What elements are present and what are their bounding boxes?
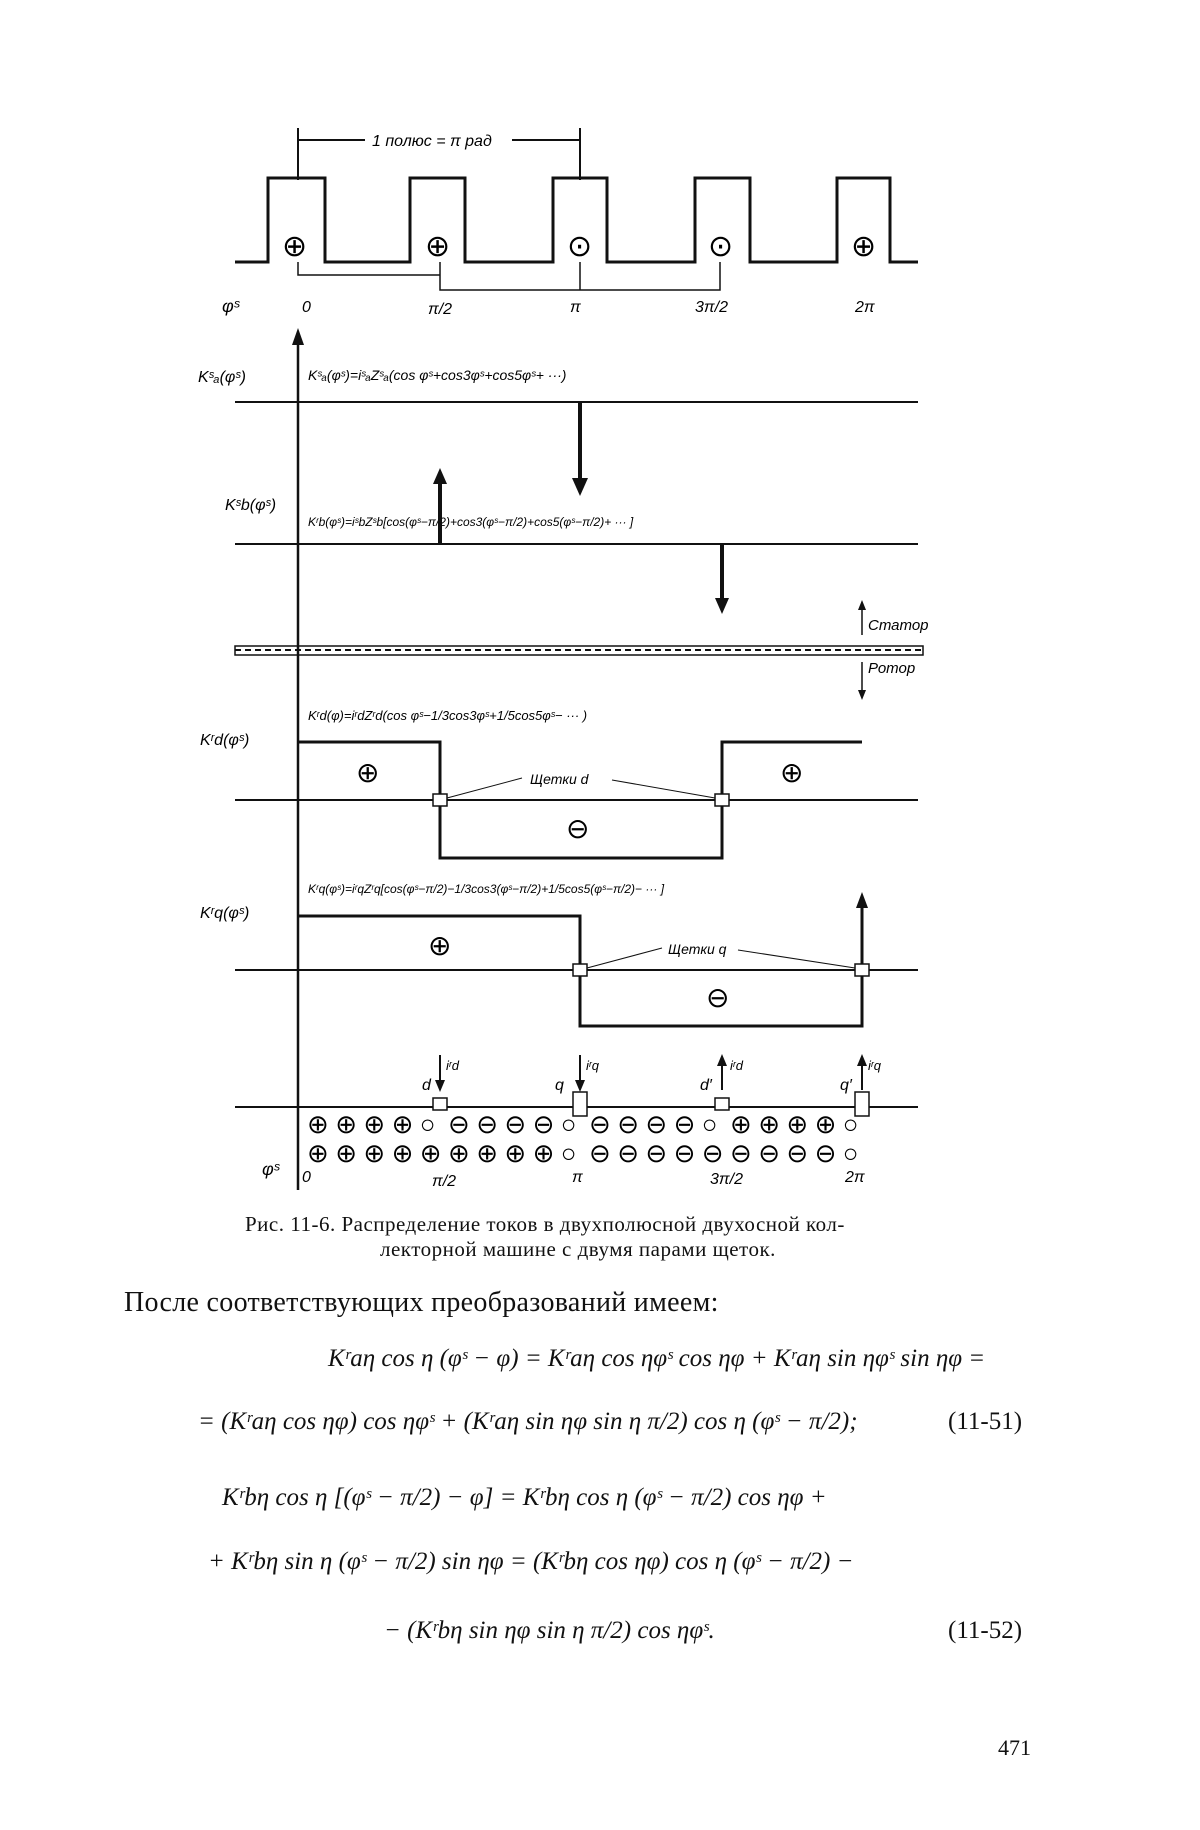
conductor-top-19: ○	[842, 1109, 859, 1139]
current-id-2: iʳd	[730, 1058, 743, 1073]
kb-formula: Kʳb(φˢ)=iˢbZˢb[cos(φˢ−π/2)+cos3(φˢ−π/2)+cos5(φˢ−π/2)+ ··· ]	[308, 515, 634, 529]
conductor-top-0: ⊕	[307, 1109, 329, 1139]
conductor-bottom-5: ⊕	[448, 1138, 470, 1168]
conductor-bottom-3: ⊕	[391, 1138, 414, 1168]
slot-dot-2: ⊙	[708, 230, 734, 263]
conductor-top-10: ⊖	[589, 1109, 611, 1139]
conductor-top-7: ⊖	[504, 1109, 527, 1139]
eq-11-52-line-2: + Kʳbη sin η (φˢ − π/2) sin ηφ = (Kʳbη cos ηφ) cos η (φˢ − π/2) −	[208, 1548, 854, 1575]
conductor-bottom-15: ⊖	[730, 1138, 752, 1168]
phi-s-bottom: φˢ	[262, 1159, 280, 1179]
conductor-bottom-9: ○	[560, 1138, 577, 1168]
conductor-bottom-6: ⊕	[476, 1138, 498, 1168]
conductor-bottom-4: ⊕	[419, 1138, 442, 1168]
bottom-tick-1: π/2	[432, 1173, 457, 1190]
kq-label: Kʳq(φˢ)	[200, 905, 250, 922]
bottom-tick-4: 2π	[845, 1169, 865, 1186]
slot-dot-1: ⊙	[567, 230, 593, 263]
current-id-1: iʳd	[446, 1058, 459, 1073]
conductor-top-15: ⊕	[730, 1109, 752, 1139]
conductor-bottom-7: ⊕	[504, 1138, 527, 1168]
brushes-q-label: Щетки q	[668, 941, 727, 957]
caption-line-2: лекторной машине с двумя парами щеток.	[380, 1237, 776, 1261]
kd-label: Kʳd(φˢ)	[200, 732, 250, 749]
bottom-tick-2: π	[572, 1169, 583, 1186]
conductor-top-6: ⊖	[476, 1109, 498, 1139]
slot-plus-3: ⊕	[851, 230, 877, 263]
conductor-bottom-19: ○	[842, 1138, 859, 1168]
top-tick-2: π	[570, 299, 581, 316]
conductor-bottom-2: ⊕	[363, 1138, 386, 1168]
conductor-row-bottom	[307, 1138, 859, 1168]
conductor-bottom-10: ⊖	[589, 1138, 611, 1168]
conductor-top-5: ⊖	[448, 1109, 470, 1139]
kd-plus-2: ⊕	[780, 757, 804, 788]
slot-plus-2: ⊕	[425, 230, 451, 263]
conductor-top-13: ⊖	[673, 1109, 696, 1139]
eq-11-52-line-3: − (Kʳbη sin ηφ sin η π/2) cos ηφˢ.	[384, 1617, 715, 1644]
top-tick-1: π/2	[428, 301, 453, 318]
eq-11-52-line-1: Kʳbη cos η [(φˢ − π/2) − φ] = Kʳbη cos η (φˢ − π/2) cos ηφ +	[222, 1484, 827, 1511]
intro-text: После соответствующих преобразований имеем:	[124, 1287, 719, 1318]
phi-s-top: φˢ	[222, 296, 240, 316]
conductor-bottom-13: ⊖	[673, 1138, 696, 1168]
brush-letter-q-prime: q′	[840, 1077, 852, 1094]
conductor-bottom-14: ⊖	[701, 1138, 724, 1168]
brushes-d-label: Щетки d	[530, 771, 589, 787]
bottom-tick-3: 3π/2	[710, 1171, 743, 1188]
conductor-bottom-16: ⊖	[758, 1138, 780, 1168]
current-iq-1: iʳq	[586, 1058, 599, 1073]
brush-letter-d-prime: d′	[700, 1077, 712, 1094]
kd-formula: Kʳd(φ)=iʳdZʳd(cos φˢ−1/3cos3φˢ+1/5cos5φˢ− ··· )	[308, 708, 588, 723]
conductor-top-16: ⊕	[758, 1109, 780, 1139]
eq-11-52-number: (11-52)	[948, 1617, 1023, 1644]
rotor-label: Ротор	[868, 660, 916, 677]
conductor-bottom-12: ⊖	[645, 1138, 668, 1168]
eq-11-51-line-1: Kʳaη cos η (φˢ − φ) = Kʳaη cos ηφˢ cos ηφ + Kʳaη sin ηφˢ sin ηφ =	[328, 1345, 986, 1372]
conductor-bottom-17: ⊖	[786, 1138, 809, 1168]
conductor-bottom-8: ⊕	[532, 1138, 555, 1168]
slot-plus-1: ⊕	[282, 230, 308, 263]
ka-formula: Kˢₐ(φˢ)=iˢₐZˢₐ(cos φˢ+cos3φˢ+cos5φˢ+ ···)	[308, 367, 567, 383]
conductor-top-8: ⊖	[532, 1109, 555, 1139]
brush-letter-q: q	[555, 1077, 564, 1094]
conductor-top-14: ○	[701, 1109, 718, 1139]
conductor-top-18: ⊕	[814, 1109, 837, 1139]
conductor-bottom-11: ⊖	[617, 1138, 639, 1168]
top-tick-0: 0	[302, 299, 311, 316]
conductor-top-2: ⊕	[363, 1109, 386, 1139]
conductor-bottom-18: ⊖	[814, 1138, 837, 1168]
caption-line-1: Рис. 11-6. Распределение токов в двухполюсной двухосной кол-	[245, 1212, 845, 1236]
conductor-top-9: ○	[560, 1109, 577, 1139]
conductor-top-3: ⊕	[391, 1109, 414, 1139]
conductor-top-12: ⊖	[645, 1109, 668, 1139]
brush-letter-d: d	[422, 1077, 431, 1094]
kq-minus: ⊖	[706, 982, 730, 1013]
kd-minus: ⊖	[566, 813, 590, 844]
kb-label: Kˢb(φˢ)	[225, 497, 277, 514]
kd-plus-1: ⊕	[356, 757, 380, 788]
figure-caption	[245, 1212, 925, 1262]
ka-label: Kˢₐ(φˢ)	[198, 369, 246, 386]
pole-label: 1 полюс = π рад	[372, 133, 492, 150]
conductor-top-11: ⊖	[617, 1109, 639, 1139]
eq-11-51-line-2: = (Kʳaη cos ηφ) cos ηφˢ + (Kʳaη sin ηφ sin η π/2) cos η (φˢ − π/2);	[198, 1408, 858, 1435]
conductor-top-17: ⊕	[786, 1109, 809, 1139]
conductor-top-4: ○	[419, 1109, 436, 1139]
page-number: 471	[998, 1735, 1031, 1760]
conductor-bottom-0: ⊕	[307, 1138, 329, 1168]
conductor-top-1: ⊕	[335, 1109, 357, 1139]
kq-plus: ⊕	[428, 930, 452, 961]
top-tick-4: 2π	[855, 299, 875, 316]
conductor-bottom-1: ⊕	[335, 1138, 357, 1168]
eq-11-51-number: (11-51)	[948, 1408, 1023, 1435]
kq-formula: Kʳq(φˢ)=iʳqZʳq[cos(φˢ−π/2)−1/3cos3(φˢ−π/2)+1/5cos5(φˢ−π/2)− ··· ]	[308, 882, 665, 896]
current-iq-2: iʳq	[868, 1058, 881, 1073]
stator-label: Статор	[868, 617, 929, 634]
top-tick-3: 3π/2	[695, 299, 728, 316]
bottom-tick-0: 0	[302, 1169, 311, 1186]
